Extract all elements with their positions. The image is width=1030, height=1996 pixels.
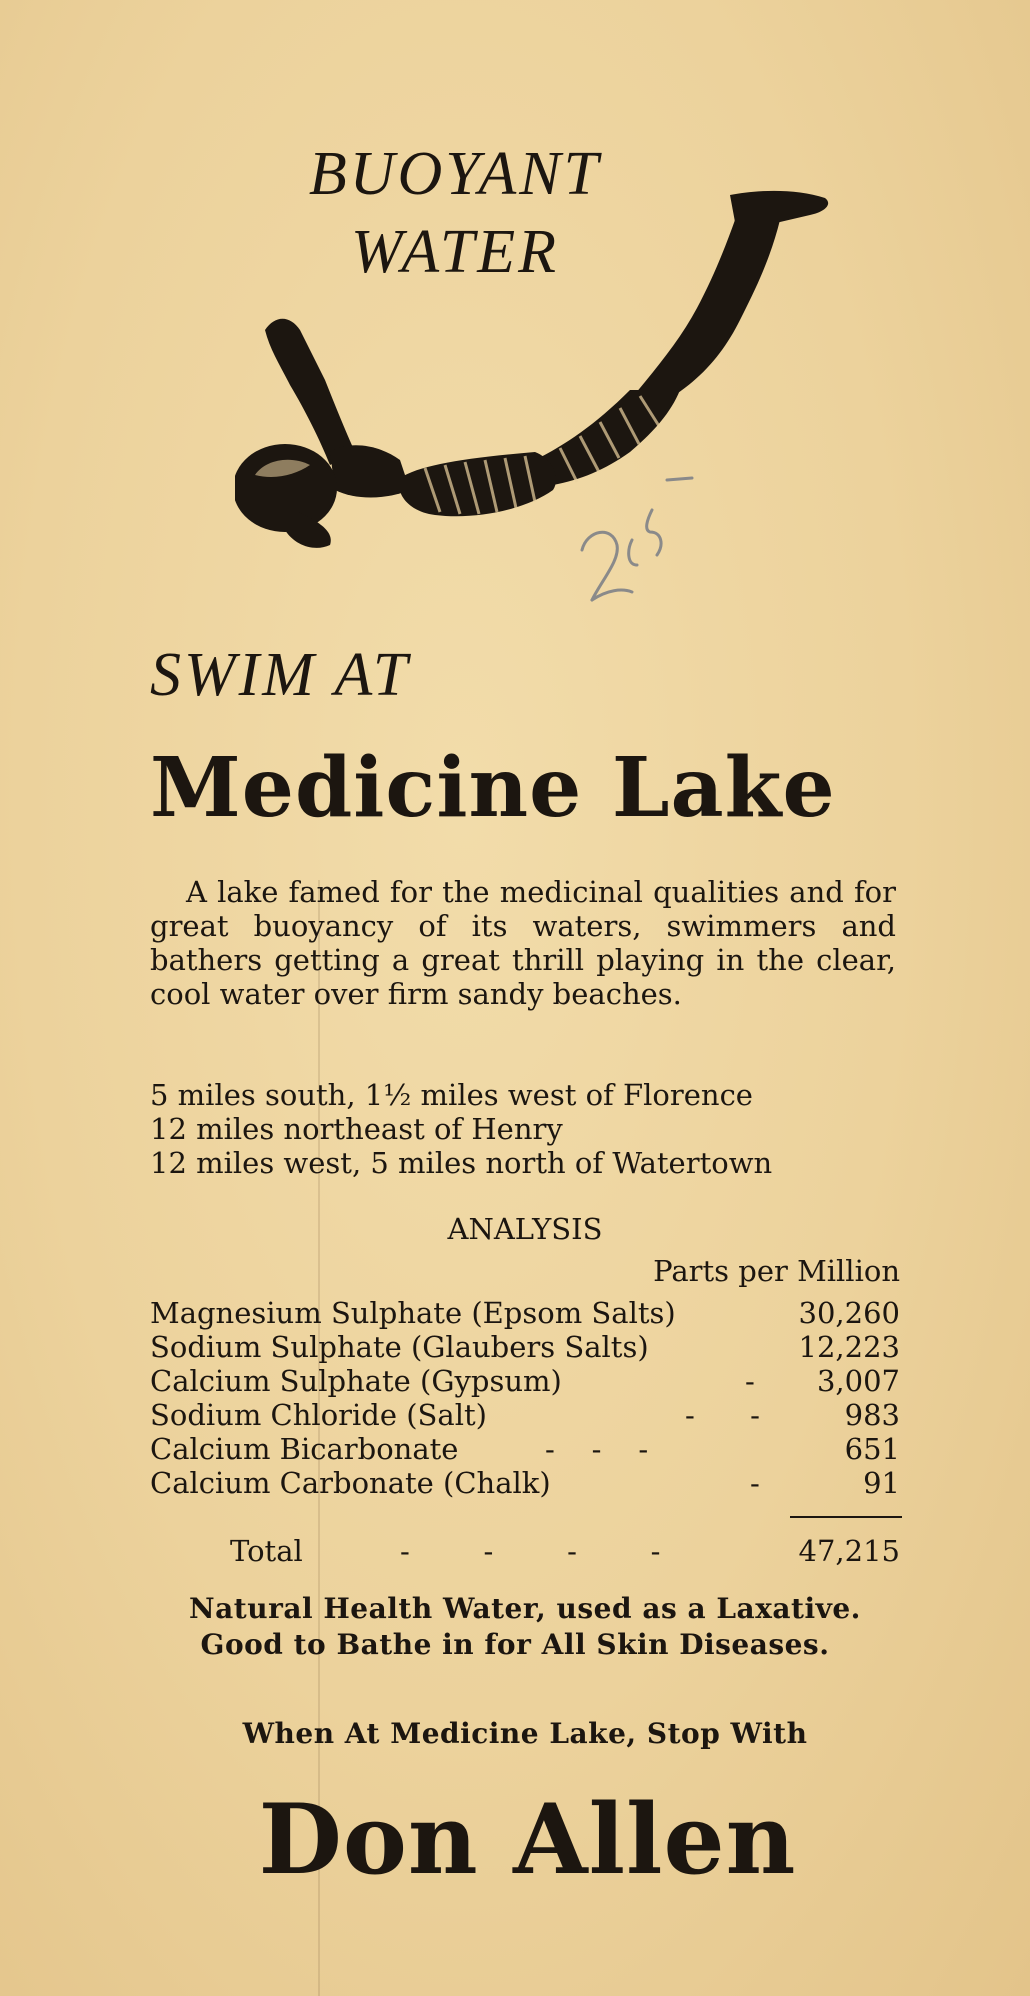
diver-illustration-icon	[235, 190, 835, 570]
table-row	[150, 1364, 900, 1398]
mineral-value: 12,223	[798, 1330, 900, 1364]
page-title: Medicine Lake	[150, 740, 836, 836]
direction-line: 5 miles south, 1½ miles west of Florence	[150, 1078, 753, 1112]
mineral-value: 651	[844, 1432, 900, 1466]
headline-water: WATER	[350, 218, 560, 286]
mineral-name: Calcium Carbonate (Chalk)	[150, 1466, 551, 1500]
direction-line: 12 miles northeast of Henry	[150, 1112, 563, 1146]
analysis-table	[150, 1296, 900, 1500]
mineral-value: 3,007	[816, 1364, 900, 1398]
table-row	[150, 1330, 900, 1364]
mineral-name: Calcium Sulphate (Gypsum)	[150, 1364, 562, 1398]
direction-line: 12 miles west, 5 miles north of Watertown	[150, 1146, 773, 1180]
mineral-name: Sodium Chloride (Salt)	[150, 1398, 487, 1432]
leader-dashes: - - -	[545, 1432, 649, 1466]
mineral-name: Sodium Sulphate (Glaubers Salts)	[150, 1330, 649, 1364]
pencil-price-mark-icon	[572, 470, 702, 620]
total-value: 47,215	[798, 1534, 900, 1568]
mineral-value: 91	[863, 1466, 900, 1500]
mineral-name: Calcium Bicarbonate	[150, 1432, 459, 1466]
description-paragraph: A lake famed for the medicinal qualities and for great buoyancy of its waters, swimmers and bathers getting a great thrill playing in the clear, cool water over firm sandy beaches.	[150, 875, 896, 1011]
table-row	[150, 1296, 900, 1330]
leader-dashes: -	[750, 1466, 760, 1500]
mineral-value: 30,260	[798, 1296, 900, 1330]
swim-at-heading: SWIM AT	[150, 641, 411, 709]
table-row	[150, 1432, 900, 1466]
table-row	[150, 1466, 900, 1500]
health-claim-line: Good to Bathe in for All Skin Diseases.	[200, 1628, 830, 1661]
mineral-value: 983	[844, 1398, 900, 1432]
leader-dashes: - - - -	[400, 1534, 661, 1568]
total-rule-divider	[790, 1516, 902, 1518]
leader-dashes: - -	[685, 1398, 760, 1432]
proprietor-name: Don Allen	[258, 1783, 797, 1896]
total-row	[150, 1534, 900, 1568]
headline-buoyant: BUOYANT	[308, 140, 602, 208]
mineral-name: Magnesium Sulphate (Epsom Salts)	[150, 1296, 676, 1330]
health-claim-line: Natural Health Water, used as a Laxative.	[189, 1592, 861, 1625]
total-label: Total	[230, 1534, 303, 1568]
leader-dashes: -	[745, 1364, 755, 1398]
analysis-heading: ANALYSIS	[447, 1212, 603, 1246]
table-row	[150, 1398, 900, 1432]
directions-list	[150, 1078, 910, 1180]
unit-header: Parts per Million	[653, 1254, 900, 1288]
stop-with-line: When At Medicine Lake, Stop With	[242, 1717, 808, 1750]
